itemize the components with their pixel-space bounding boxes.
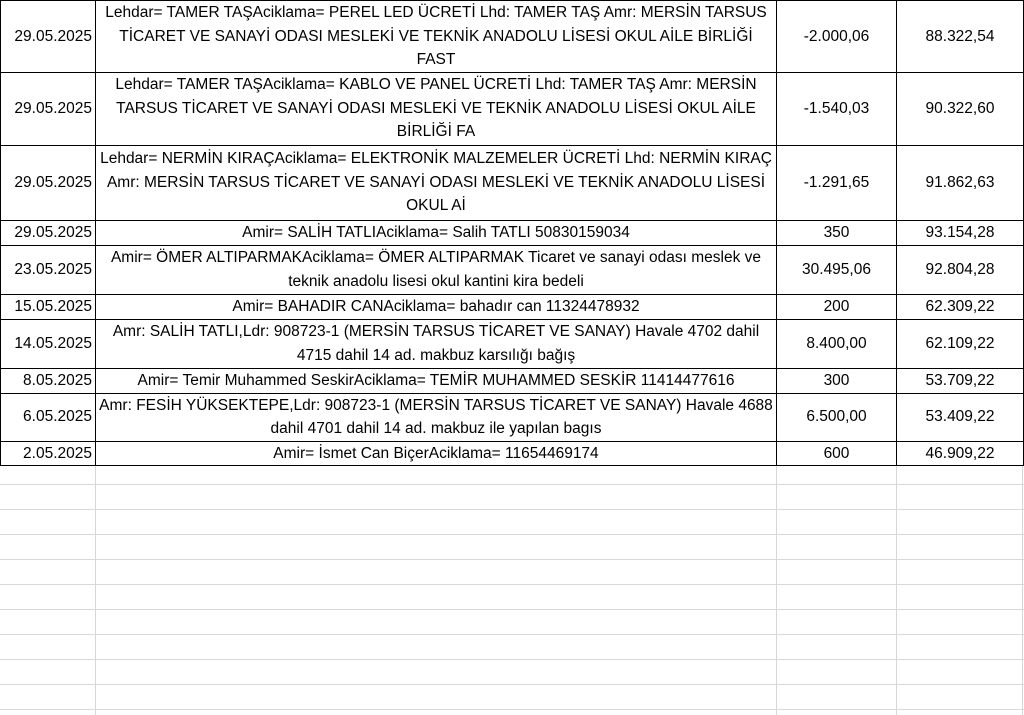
row-gridline [0, 709, 1024, 710]
amount-cell[interactable]: -2.000,06 [777, 1, 897, 73]
balance-cell[interactable]: 91.862,63 [897, 145, 1024, 220]
date-cell[interactable]: 29.05.2025 [1, 72, 96, 145]
description-cell[interactable]: Lehdar= NERMİN KIRAÇAciklama= ELEKTRONİK MALZEMELER ÜCRETİ Lhd: NERMİN KIRAÇ Amr: MERSİN TARSUS TİCARET VE SANAYİ ODASI MESLEKİ VE TEKNİK ANADOLU LİSESİ OKUL Aİ [96, 145, 777, 220]
row-gridline [0, 534, 1024, 535]
amount-cell[interactable]: 600 [777, 441, 897, 466]
balance-cell[interactable]: 88.322,54 [897, 1, 1024, 73]
date-cell[interactable]: 2.05.2025 [1, 441, 96, 466]
date-cell[interactable]: 29.05.2025 [1, 145, 96, 220]
date-cell[interactable]: 6.05.2025 [1, 393, 96, 441]
row-gridline [0, 509, 1024, 510]
table-row [1, 245, 1024, 294]
description-cell[interactable]: Amir= Temir Muhammed SeskirAciklama= TEMİR MUHAMMED SESKİR 11414477616 [96, 368, 777, 393]
table-row [1, 294, 1024, 319]
table-row [1, 220, 1024, 245]
amount-cell[interactable]: 30.495,06 [777, 245, 897, 294]
table-row [1, 72, 1024, 145]
balance-cell[interactable]: 53.409,22 [897, 393, 1024, 441]
table-row [1, 319, 1024, 368]
date-cell[interactable]: 23.05.2025 [1, 245, 96, 294]
description-cell[interactable]: Amir= BAHADIR CANAciklama= bahadır can 11324478932 [96, 294, 777, 319]
description-cell[interactable]: Amr: SALİH TATLI,Ldr: 908723-1 (MERSİN TARSUS TİCARET VE SANAY) Havale 4702 dahil 4715 dahil 14 ad. makbuz karsılığı bağış [96, 319, 777, 368]
balance-cell[interactable]: 62.109,22 [897, 319, 1024, 368]
amount-cell[interactable]: -1.540,03 [777, 72, 897, 145]
description-cell[interactable]: Amir= SALİH TATLIAciklama= Salih TATLI 50830159034 [96, 220, 777, 245]
row-gridline [0, 634, 1024, 635]
date-cell[interactable]: 15.05.2025 [1, 294, 96, 319]
amount-cell[interactable]: 350 [777, 220, 897, 245]
balance-cell[interactable]: 62.309,22 [897, 294, 1024, 319]
balance-cell[interactable]: 92.804,28 [897, 245, 1024, 294]
description-cell[interactable]: Amr: FESİH YÜKSEKTEPE,Ldr: 908723-1 (MERSİN TARSUS TİCARET VE SANAY) Havale 4688 dahil 4701 dahil 14 ad. makbuz ile yapılan bagıs [96, 393, 777, 441]
balance-cell[interactable]: 90.322,60 [897, 72, 1024, 145]
amount-cell[interactable]: 300 [777, 368, 897, 393]
amount-cell[interactable]: 8.400,00 [777, 319, 897, 368]
table-row [1, 1, 1024, 73]
date-cell[interactable]: 29.05.2025 [1, 1, 96, 73]
amount-cell[interactable]: 6.500,00 [777, 393, 897, 441]
table-row [1, 368, 1024, 393]
row-gridline [0, 659, 1024, 660]
row-gridline [0, 484, 1024, 485]
row-gridline [0, 684, 1024, 685]
description-cell[interactable]: Lehdar= TAMER TAŞAciklama= KABLO VE PANEL ÜCRETİ Lhd: TAMER TAŞ Amr: MERSİN TARSUS TİCARET VE SANAYİ ODASI MESLEKİ VE TEKNİK ANADOLU LİSESİ OKUL AİLE BİRLİĞİ FA [96, 72, 777, 145]
date-cell[interactable]: 14.05.2025 [1, 319, 96, 368]
balance-cell[interactable]: 53.709,22 [897, 368, 1024, 393]
date-cell[interactable]: 29.05.2025 [1, 220, 96, 245]
table-row [1, 393, 1024, 441]
date-cell[interactable]: 8.05.2025 [1, 368, 96, 393]
row-gridline [0, 584, 1024, 585]
description-cell[interactable]: Amir= İsmet Can BiçerAciklama= 11654469174 [96, 441, 777, 466]
amount-cell[interactable]: 200 [777, 294, 897, 319]
description-cell[interactable]: Lehdar= TAMER TAŞAciklama= PEREL LED ÜCRETİ Lhd: TAMER TAŞ Amr: MERSİN TARSUS TİCARET VE SANAYİ ODASI MESLEKİ VE TEKNİK ANADOLU LİSESİ OKUL AİLE BİRLİĞİ FAST [96, 1, 777, 73]
table-row [1, 145, 1024, 220]
balance-cell[interactable]: 46.909,22 [897, 441, 1024, 466]
row-gridline [0, 559, 1024, 560]
description-cell[interactable]: Amir= ÖMER ALTIPARMAKAciklama= ÖMER ALTIPARMAK Ticaret ve sanayi odası meslek ve teknik anadolu lisesi okul kantini kira bedeli [96, 245, 777, 294]
row-gridline [0, 609, 1024, 610]
amount-cell[interactable]: -1.291,65 [777, 145, 897, 220]
table-row [1, 441, 1024, 466]
balance-cell[interactable]: 93.154,28 [897, 220, 1024, 245]
